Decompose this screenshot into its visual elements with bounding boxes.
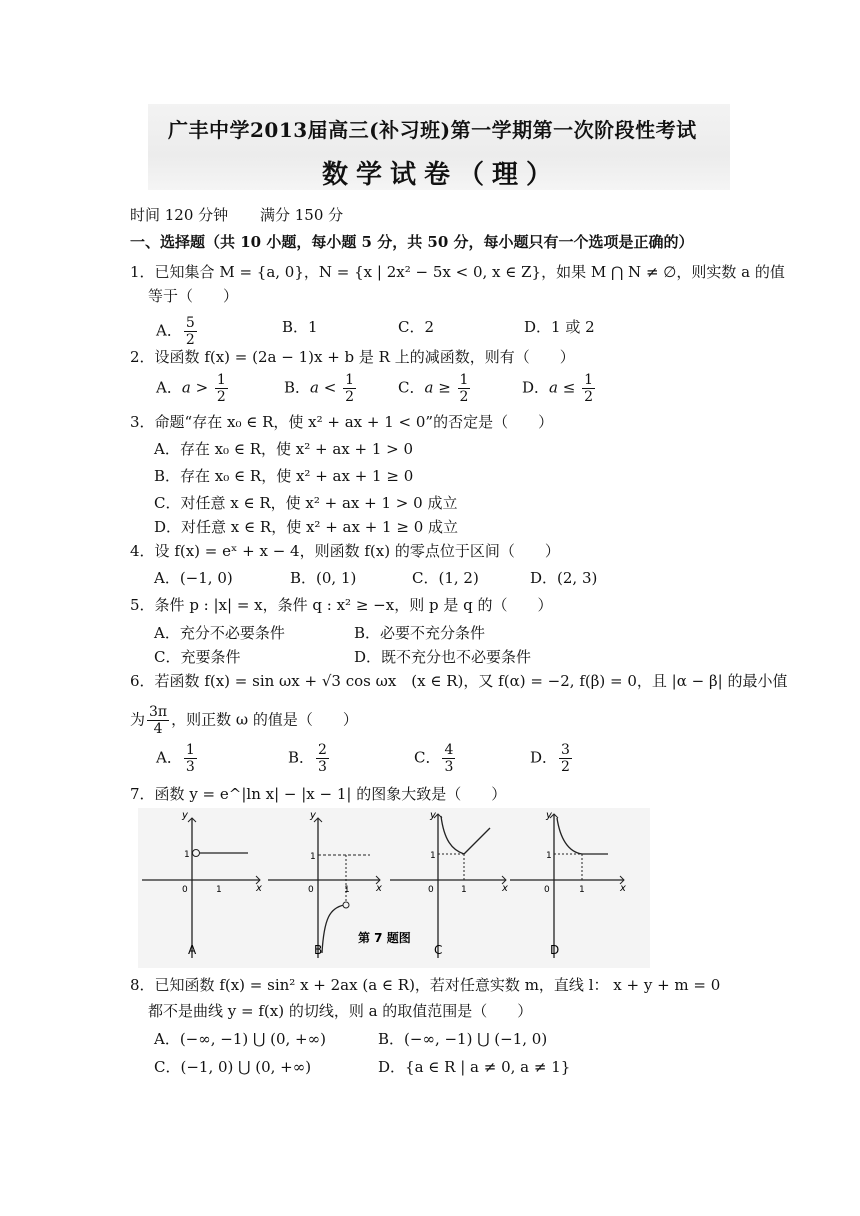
option-a: A．a > $\frac{1}{2}$ [156,372,226,405]
option-b: B．存在 x₀ ∈ R，使 x² + ax + 1 ≥ 0 [154,467,414,485]
question-number: 3． [130,413,155,431]
option-c: C． $\frac{4}{3}$ [414,742,454,775]
question-number: 7． [130,785,155,803]
option-c: C．(−1, 0) ⋃ (0, +∞) [154,1058,312,1076]
question-stem: 设 f(x) = eˣ + x − 4，则函数 f(x) 的零点位于区间（ ） [154,542,560,560]
axis-y-label: y [182,810,188,821]
axis-x-label: x [376,883,382,894]
question-stem: 已知函数 f(x) = sin² x + 2ax (a ∈ R)，若对任意实数 m，直线 l： x + y + m = 0 [154,976,721,994]
option-a: A．存在 x₀ ∈ R，使 x² + ax + 1 > 0 [154,440,414,458]
question-stem: 设函数 f(x) = (2a − 1)x + b 是 R 上的减函数，则有（ ） [154,348,575,366]
option-a: A． $\frac{1}{3}$ [156,742,195,775]
option-c: C．a ≥ $\frac{1}{2}$ [398,372,469,405]
graph-label-d: D [550,943,560,957]
tick-label: 1 [310,852,316,862]
graph-label-a: A [188,943,197,957]
option-d: D．{a ∈ R | a ≠ 0, a ≠ 1} [378,1058,571,1076]
figure-caption: 第 7 题图 [358,931,411,945]
origin-label: 0 [182,885,188,895]
question-number: 1． [130,263,155,281]
option-b: B．(0, 1) [290,569,357,587]
origin-label: 0 [544,885,550,895]
question-number: 5． [130,596,155,614]
question-number: 6． [130,672,155,690]
option-d: D．1 或 2 [524,318,595,336]
question-stem-cont: 为 $\frac{3\pi}{4}$ ，则正数 ω 的值是（ ） [130,704,358,737]
option-b: B．1 [282,318,318,336]
axis-y-label: y [310,810,316,821]
question-stem-cont: 等于（ ） [148,287,239,305]
question-stem: 命题“存在 x₀ ∈ R，使 x² + ax + 1 < 0”的否定是（ ） [154,413,554,431]
question-1 [130,263,785,281]
option-b: B．(−∞, −1) ⋃ (−1, 0) [378,1030,548,1048]
axis-x-label: x [502,883,508,894]
option-a: A．(−∞, −1) ⋃ (0, +∞) [154,1030,326,1048]
question-5 [130,596,552,614]
option-b: B．必要不充分条件 [354,624,486,642]
tick-label: 1 [546,851,552,861]
axis-x-label: x [620,883,626,894]
question-number: 2． [130,348,155,366]
tick-label: 1 [461,885,467,895]
question-4 [130,542,560,560]
option-d: D．a ≤ $\frac{1}{2}$ [522,372,594,405]
graph-label-b: B [314,943,323,957]
question-stem-cont: 都不是曲线 y = f(x) 的切线，则 a 的取值范围是（ ） [148,1002,533,1020]
question-6 [130,672,787,690]
question-number: 4． [130,542,155,560]
option-c: C．(1, 2) [412,569,479,587]
question-8 [130,976,720,994]
graph-label-c: C [434,943,443,957]
question-stem: 函数 y = e^|ln x| − |x − 1| 的图象大致是（ ） [154,785,507,803]
option-a: A． $\frac{5}{2}$ [156,315,195,348]
exam-title: 广丰中学2013届高三(补习班)第一学期第一次阶段性考试 [168,118,697,142]
tick-label: 1 [216,885,222,895]
option-c: C．2 [398,318,435,336]
origin-label: 0 [428,885,434,895]
figure-q7 [138,808,650,968]
option-d: D．对任意 x ∈ R，使 x² + ax + 1 ≥ 0 成立 [154,518,458,536]
option-a: A．充分不必要条件 [154,624,285,642]
question-stem: 若函数 f(x) = sin ωx + √3 cos ωx (x ∈ R)，又 f(α) = −2, f(β) = 0，且 |α − β| 的最小值 [154,672,788,690]
origin-label: 0 [308,885,314,895]
option-c: C．充要条件 [154,648,241,666]
axis-y-label: y [546,810,552,821]
full-score: 满分 150 分 [260,206,344,224]
axis-y-label: y [430,810,436,821]
question-7 [130,785,506,803]
option-b: B．a < $\frac{1}{2}$ [284,372,355,405]
question-stem: 已知集合 M = {a, 0}，N = {x | 2x² − 5x < 0, x ∈ Z}，如果 M ⋂ N ≠ ∅，则实数 a 的值 [154,263,785,281]
tick-label: 1 [184,850,190,860]
option-a: A．(−1, 0) [154,569,233,587]
tick-label: 1 [430,851,436,861]
question-number: 8． [130,976,155,994]
option-d: D． $\frac{3}{2}$ [530,742,570,775]
option-b: B． $\frac{2}{3}$ [288,742,327,775]
option-d: D．既不充分也不必要条件 [354,648,532,666]
axis-x-label: x [256,883,262,894]
question-stem: 条件 p : |x| = x，条件 q : x² ≥ −x，则 p 是 q 的（ ） [154,596,553,614]
exam-subtitle: 数学试卷（理） [322,160,561,190]
question-3 [130,413,553,431]
time-limit: 时间 120 分钟 [130,206,229,224]
option-d: D．(2, 3) [530,569,598,587]
tick-label: 1 [344,885,350,895]
section-heading: 一、选择题（共 10 小题，每小题 5 分，共 50 分，每小题只有一个选项是正确的） [130,233,694,251]
option-c: C．对任意 x ∈ R，使 x² + ax + 1 > 0 成立 [154,494,458,512]
question-2 [130,348,575,366]
tick-label: 1 [579,885,585,895]
